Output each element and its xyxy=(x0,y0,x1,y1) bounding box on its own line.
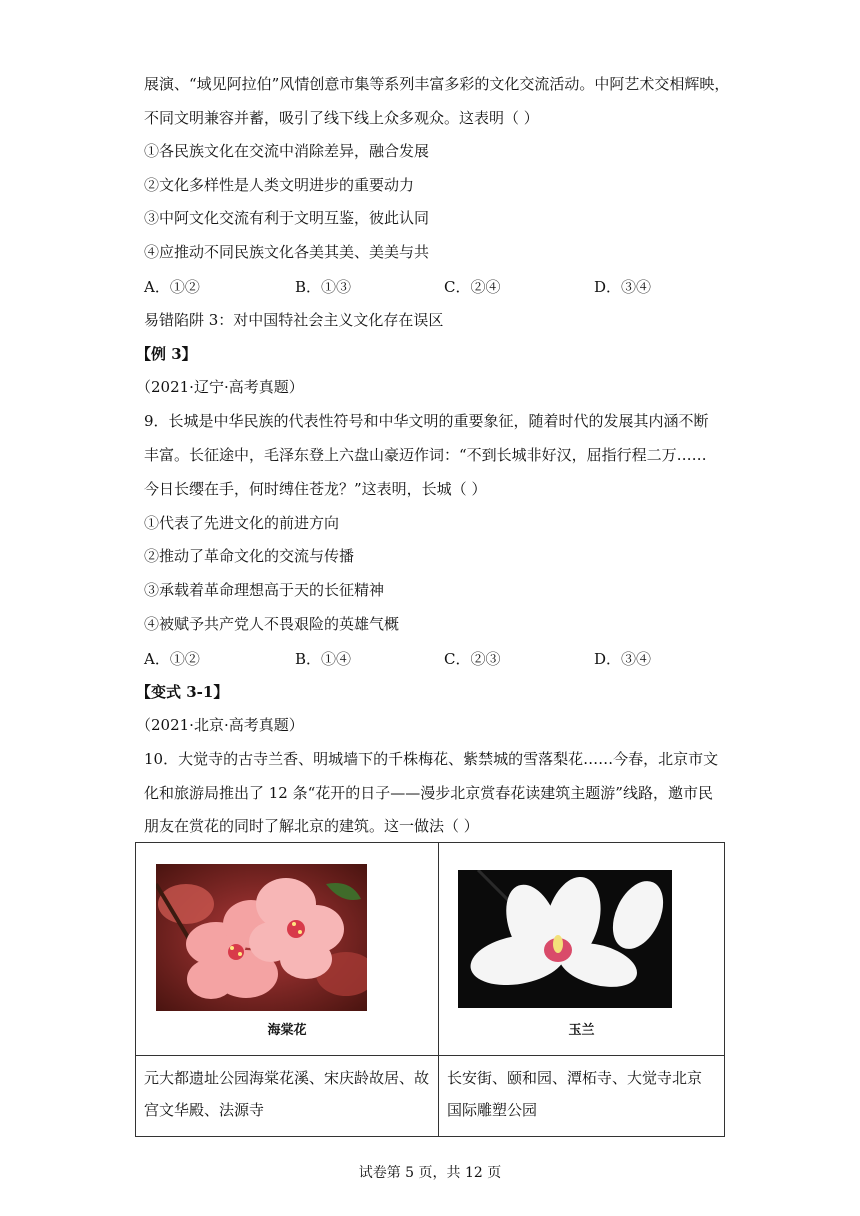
option-line: ④应推动不同民族文化各美其美、美美与共 xyxy=(144,243,430,261)
question-text: 今日长缨在手，何时缚住苍龙？”这表明，长城（ ） xyxy=(144,480,487,498)
choice-b: B．①③ xyxy=(295,278,352,296)
example-label: 【例 3】 xyxy=(136,345,197,363)
option-line: ①代表了先进文化的前进方向 xyxy=(144,514,340,532)
question-text: 化和旅游局推出了 12 条“花开的日子——漫步北京赏春花读建筑主题游”线路，邀市民 xyxy=(144,784,713,802)
image-cell-right xyxy=(439,843,725,1056)
choice-a: A．①② xyxy=(144,278,200,296)
question-text: 10．大觉寺的古寺兰香、明城墙下的千株梅花、紫禁城的雪落梨花……今春，北京市文 xyxy=(144,750,719,768)
passage-line: 不同文明兼容并蓄，吸引了线下线上众多观众。这表明（ ） xyxy=(144,109,539,127)
question-text: 丰富。长征途中，毛泽东登上六盘山豪迈作词：“不到长城非好汉，屈指行程二万…… xyxy=(144,446,707,464)
option-line: ①各民族文化在交流中消除差异，融合发展 xyxy=(144,142,430,160)
choice-c: C．②④ xyxy=(444,278,501,296)
passage-line: 展演、“域见阿拉伯”风情创意市集等系列丰富多彩的文化交流活动。中阿艺术交相辉映， xyxy=(144,75,730,93)
left-text-cell: 元大都遗址公园海棠花溪、宋庆龄故居、故宫文华殿、法源寺 xyxy=(136,1056,439,1137)
left-caption: 海棠花 xyxy=(267,1023,307,1038)
option-line: ④被赋予共产党人不畏艰险的英雄气概 xyxy=(144,615,400,633)
right-caption: 玉兰 xyxy=(568,1023,595,1038)
choice-d: D．③④ xyxy=(594,278,652,296)
option-line: ③中阿文化交流有利于文明互鉴，彼此认同 xyxy=(144,209,430,227)
choice-b: B．①④ xyxy=(295,650,352,668)
image-cell-left xyxy=(136,843,439,1056)
section-heading: 易错陷阱 3：对中国特社会主义文化存在误区 xyxy=(144,311,444,329)
question-text: 9．长城是中华民族的代表性符号和中华文明的重要象征，随着时代的发展其内涵不断 xyxy=(144,412,709,430)
question-text: 朋友在赏花的同时了解北京的建筑。这一做法（ ） xyxy=(144,817,479,835)
option-line: ③承载着革命理想高于天的长征精神 xyxy=(144,581,385,599)
option-line: ②推动了革命文化的交流与传播 xyxy=(144,547,355,565)
page-footer: 试卷第 5 页，共 12 页 xyxy=(358,1165,502,1181)
question-source: （2021·辽宁·高考真题） xyxy=(136,378,304,396)
flower-table xyxy=(135,842,725,1137)
choice-c: C．②③ xyxy=(444,650,501,668)
choice-d: D．③④ xyxy=(594,650,652,668)
crabapple-photo xyxy=(156,864,367,1011)
right-text-cell: 长安街、颐和园、潭柘寺、大觉寺北京国际雕塑公园 xyxy=(439,1056,725,1137)
option-line: ②文化多样性是人类文明进步的重要动力 xyxy=(144,176,415,194)
magnolia-photo xyxy=(458,870,672,1008)
question-source: （2021·北京·高考真题） xyxy=(136,716,304,734)
choice-a: A．①② xyxy=(144,650,200,668)
variant-label: 【变式 3-1】 xyxy=(136,683,229,701)
